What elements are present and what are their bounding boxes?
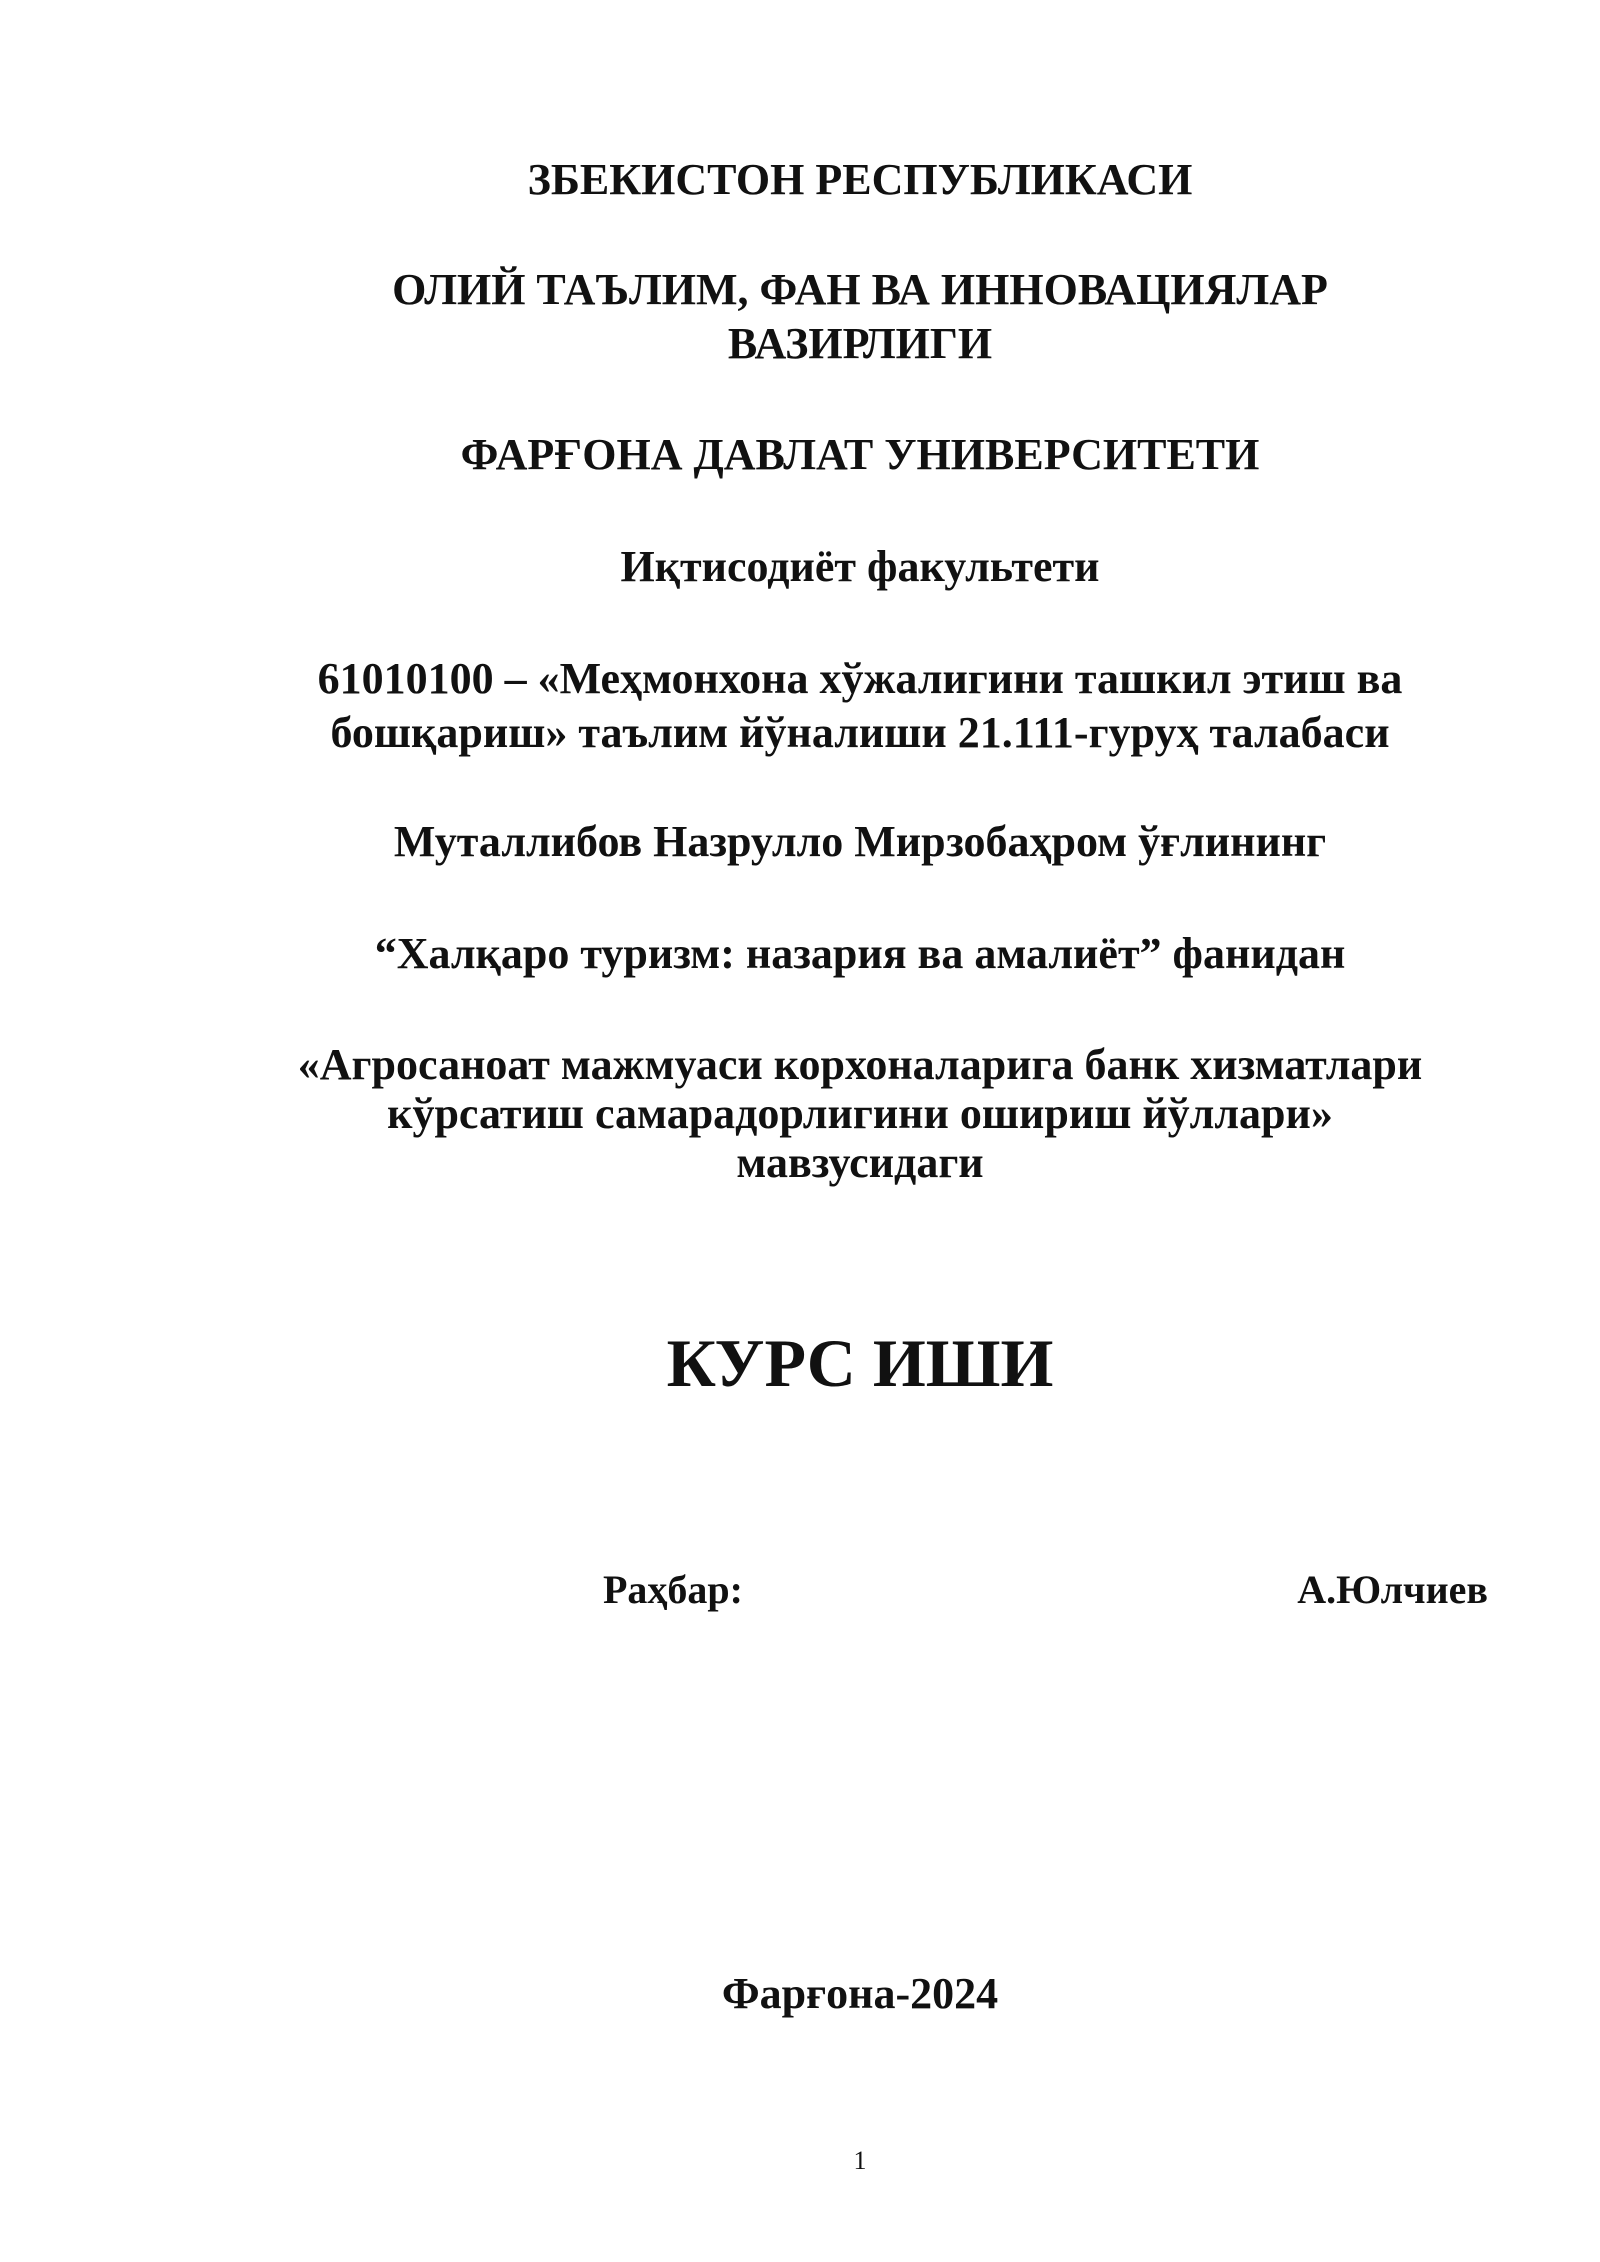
country-heading [200,153,1520,207]
faculty-heading [200,540,1520,594]
university-heading [200,428,1520,482]
page-number: 1 [853,2146,867,2175]
supervisor-name: А.Юлчиев [1297,1567,1488,1612]
topic-line-2: кўрсатиш самарадорлигини ошириш йўллари» [387,1089,1333,1138]
document-type-title [200,1323,1520,1403]
country-line: ЗБЕКИСТОН РЕСПУБЛИКАСИ [527,155,1193,204]
city-year-text: Фарғона-2024 [721,1969,999,2018]
group-info-line-2: бошқариш» таълим йўналиши 21.111-гуруҳ талабаси [330,708,1390,757]
topic-line-3: мавзусидаги [736,1138,984,1187]
faculty-line: Иқтисодиёт факультети [620,542,1100,591]
ministry-heading [200,263,1520,371]
supervisor-label: Раҳбар: [603,1567,743,1612]
ministry-line-1: ОЛИЙ ТАЪЛИМ, ФАН ВА ИННОВАЦИЯЛАР [392,265,1328,314]
student-name [200,815,1520,869]
ministry-line-2: ВАЗИРЛИГИ [727,319,993,368]
subject-text: “Халқаро туризм: назария ва амалиёт” фанидан [374,929,1346,978]
topic-block [200,1040,1520,1187]
city-year [200,1967,1520,2021]
subject-line [200,927,1520,981]
group-info [200,652,1520,760]
group-info-line-1: 61010100 – «Меҳмонхона хўжалигини ташкил этиш ва [317,654,1403,703]
document-type-text: КУРС ИШИ [666,1325,1054,1401]
university-line: ФАРҒОНА ДАВЛАТ УНИВЕРСИТЕТИ [460,430,1260,479]
topic-line-1: «Агросаноат мажмуаси корхоналарига банк хизматлари [297,1040,1423,1089]
student-line: Муталлибов Назрулло Мирзобаҳром ўғлининг [393,817,1327,866]
